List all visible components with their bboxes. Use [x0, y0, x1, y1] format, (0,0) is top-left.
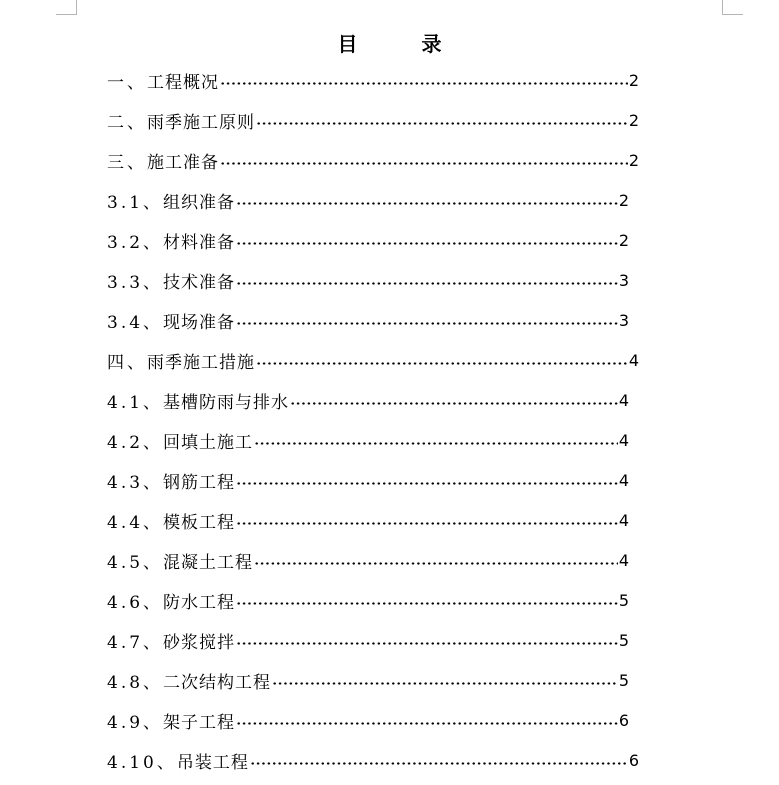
toc-dot-leader	[236, 468, 618, 492]
toc-dot-leader	[272, 668, 618, 692]
toc-entry-number: 4.6、	[107, 592, 164, 613]
toc-dot-leader	[256, 348, 628, 372]
toc-entry-label: 基槽防雨与排水	[163, 392, 290, 413]
toc-entry-page: 4	[628, 350, 639, 370]
toc-title-char-2: 录	[421, 32, 442, 56]
toc-entry-label: 混凝土工程	[163, 552, 254, 573]
toc-entry-label: 施工准备	[147, 152, 219, 173]
toc-entry[interactable]	[107, 268, 629, 292]
toc-dot-leader	[220, 148, 628, 172]
toc-entry[interactable]	[107, 388, 629, 412]
toc-entry-number: 4.8、	[107, 672, 164, 693]
toc-entry-label: 材料准备	[163, 232, 236, 253]
toc-dot-leader	[254, 428, 618, 452]
toc-entry-label: 技术准备	[163, 272, 236, 293]
toc-entry-page: 5	[618, 670, 629, 690]
toc-entry-number: 一、	[107, 72, 147, 93]
toc-entry-number: 3.2、	[107, 232, 164, 253]
toc-dot-leader	[236, 708, 618, 732]
toc-dot-leader	[236, 628, 618, 652]
toc-entry-label: 架子工程	[163, 712, 236, 733]
toc-entry-label: 钢筋工程	[163, 472, 236, 493]
toc-entry-page: 6	[628, 750, 639, 770]
toc-entry[interactable]	[107, 708, 629, 732]
toc-entry-page: 3	[618, 310, 629, 330]
toc-entry[interactable]	[107, 468, 629, 492]
toc-entry-page: 4	[618, 430, 629, 450]
toc-entry-page: 4	[618, 550, 629, 570]
toc-entry-label: 回填土施工	[163, 432, 254, 453]
toc-entry-number: 4.9、	[107, 712, 164, 733]
toc-entry-number: 四、	[107, 352, 147, 373]
toc-dot-leader	[290, 388, 618, 412]
toc-entry-number: 三、	[107, 152, 147, 173]
toc-entry-number: 4.10、	[107, 752, 177, 773]
toc-entry-number: 3.3、	[107, 272, 164, 293]
toc-entry-page: 4	[618, 390, 629, 410]
toc-entry-label: 雨季施工原则	[147, 112, 255, 133]
toc-entry[interactable]	[107, 228, 629, 252]
toc-entry[interactable]	[107, 108, 639, 132]
toc-entry-label: 雨季施工措施	[147, 352, 255, 373]
toc-entry-label: 模板工程	[163, 512, 236, 533]
toc-entry-label: 防水工程	[163, 592, 236, 613]
toc-dot-leader	[236, 588, 618, 612]
toc-entry-page: 2	[628, 150, 639, 170]
toc-entry-page: 4	[618, 510, 629, 530]
toc-dot-leader	[254, 548, 618, 572]
toc-entry-page: 2	[628, 110, 639, 130]
toc-dot-leader	[236, 228, 618, 252]
toc-entry[interactable]	[107, 308, 629, 332]
toc-entry[interactable]	[107, 668, 629, 692]
toc-entry-number: 4.2、	[107, 432, 164, 453]
toc-entry-label: 工程概况	[147, 72, 219, 93]
toc-dot-leader	[236, 188, 618, 212]
toc-dot-leader	[236, 268, 618, 292]
toc-entry-number: 3.4、	[107, 312, 164, 333]
toc-entry[interactable]	[107, 548, 629, 572]
toc-entry-page: 5	[618, 630, 629, 650]
toc-entry-number: 4.3、	[107, 472, 164, 493]
toc-entry-number: 4.5、	[107, 552, 164, 573]
toc-entry-page: 2	[618, 230, 629, 250]
toc-entry-label: 组织准备	[163, 192, 236, 213]
toc-entry-number: 4.4、	[107, 512, 164, 533]
toc-entry-label: 现场准备	[163, 312, 236, 333]
toc-entry[interactable]	[107, 348, 639, 372]
toc-title-char-1: 目	[337, 32, 358, 56]
toc-entry-number: 4.1、	[107, 392, 164, 413]
toc-entry-page: 4	[618, 470, 629, 490]
toc-entry-number: 二、	[107, 112, 147, 133]
toc-dot-leader	[220, 68, 628, 92]
toc-entry-label: 吊装工程	[176, 752, 249, 773]
toc-dot-leader	[256, 108, 628, 132]
toc-entry[interactable]	[107, 68, 639, 92]
toc-entry-page: 5	[618, 590, 629, 610]
toc-entry[interactable]	[107, 188, 629, 212]
toc-entry-page: 2	[618, 190, 629, 210]
toc-entry-number: 3.1、	[107, 192, 164, 213]
toc-dot-leader	[250, 748, 628, 772]
toc-entry[interactable]	[107, 508, 629, 532]
toc-entry-label: 二次结构工程	[163, 672, 272, 693]
toc-entry[interactable]	[107, 148, 639, 172]
toc-dot-leader	[236, 508, 618, 532]
toc-dot-leader	[236, 308, 618, 332]
toc-entry-page: 2	[628, 70, 639, 90]
toc-entry-page: 3	[618, 270, 629, 290]
toc-entry[interactable]	[107, 588, 629, 612]
toc-entry-number: 4.7、	[107, 632, 164, 653]
toc-entry[interactable]	[107, 748, 639, 772]
toc-entry[interactable]	[107, 628, 629, 652]
toc-entry-page: 6	[618, 710, 629, 730]
toc-entry[interactable]	[107, 428, 629, 452]
toc-entry-label: 砂浆搅拌	[163, 632, 236, 653]
